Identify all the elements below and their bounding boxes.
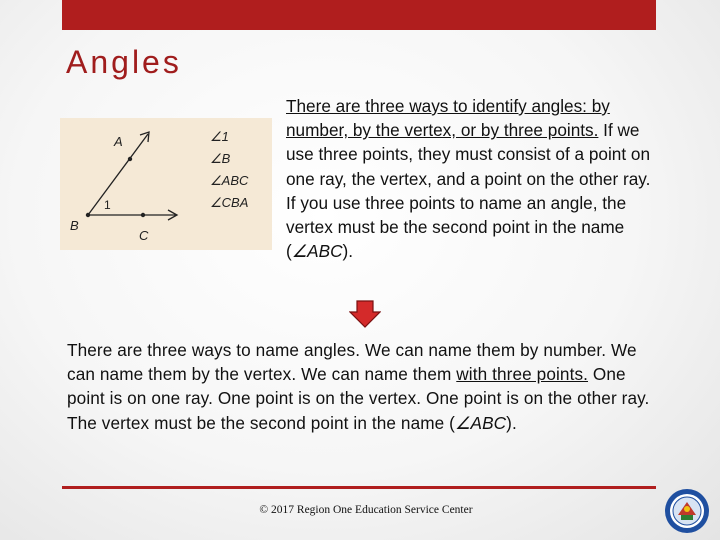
key-sentence: There are three ways to identify angles: by number, by the vertex, or by three points. [286, 96, 610, 141]
point-c [141, 213, 145, 217]
angle-name-3: ∠ABC [210, 173, 249, 188]
angle-name-2: ∠B [210, 151, 231, 166]
footer-copyright: © 2017 Region One Education Service Center [259, 504, 473, 516]
simplified-key-phrase: with three points. [456, 364, 589, 385]
label-angle-1: 1 [104, 198, 111, 212]
down-arrow-icon [349, 300, 381, 328]
explanation-text: If we use three points, they must consist of a point on one ray, the vertex, and a point on the other ray. If you use three points to name an angle, the vertex must be the second point in the name ( [286, 120, 651, 262]
simplified-text-start: There are three ways to name angles. We can name them by number. We can name them by the vertex. We can name them [67, 340, 637, 385]
page-title: Angles [66, 44, 182, 80]
simplified-angle-name: ∠ABC [455, 412, 507, 433]
simplified-text: One point is on one ray. One point is on the vertex. One point is on the other ray. The vertex must be the second point in the name ( [67, 364, 650, 433]
simplified-paragraph [67, 338, 657, 435]
angle-name-4: ∠CBA [210, 195, 249, 210]
label-a: A [114, 134, 123, 149]
label-c: C [139, 228, 149, 243]
footer-divider [62, 486, 656, 489]
simplified-end: ). [506, 412, 517, 433]
angle-name-example: ∠ABC [291, 241, 343, 262]
angle-name-1: ∠1 [210, 129, 229, 144]
explanation-paragraph [286, 94, 652, 263]
top-accent-bar [62, 0, 656, 30]
explanation-end: ). [342, 241, 353, 262]
angle-diagram [60, 118, 272, 250]
vertex-point-b [86, 213, 90, 217]
region-one-seal-logo [664, 488, 710, 534]
point-a [128, 157, 132, 161]
label-b: B [70, 218, 79, 233]
